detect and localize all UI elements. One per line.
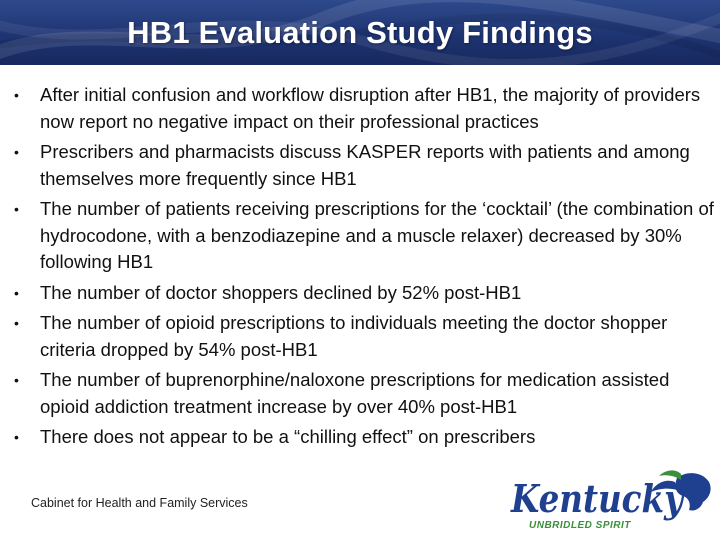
bullet-marker: • bbox=[14, 315, 19, 331]
list-item bbox=[14, 280, 714, 307]
bullet-text: After initial confusion and workflow disruption after HB1, the majority of providers now report no negative impact on their professional practices bbox=[40, 84, 701, 132]
bullet-text: The number of doctor shoppers declined by 52% post-HB1 bbox=[40, 281, 522, 303]
bullet-text: The number of opioid prescriptions to individuals meeting the doctor shopper criteria dropped by 54% post-HB1 bbox=[40, 312, 668, 360]
bullet-text: There does not appear to be a “chilling effect” on prescribers bbox=[40, 426, 536, 447]
bullet-marker: • bbox=[14, 201, 19, 217]
bullet-text: The number of patients receiving prescriptions for the ‘cocktail’ (the combination of hydrocodone, with a benzodiazepine and a muscle relaxer) decreased by 30% following HB1 bbox=[40, 198, 714, 272]
list-item bbox=[14, 196, 714, 276]
list-item bbox=[14, 82, 714, 135]
bullet-marker: • bbox=[14, 87, 19, 103]
logo-word: Kentucky bbox=[510, 476, 686, 521]
list-item bbox=[14, 367, 714, 420]
bullet-text: Prescribers and pharmacists discuss KASPER reports with patients and among themselves more frequently since HB1 bbox=[40, 141, 690, 189]
bullet-text: The number of buprenorphine/naloxone prescriptions for medication assisted opioid addiction treatment increase by over 40% post-HB1 bbox=[40, 369, 670, 417]
logo-tagline: UNBRIDLED SPIRIT bbox=[529, 520, 631, 531]
list-item bbox=[14, 139, 714, 192]
bullet-marker: • bbox=[14, 372, 19, 388]
list-item bbox=[14, 310, 714, 363]
list-item bbox=[14, 424, 714, 451]
kentucky-unbridled-spirit-logo bbox=[505, 468, 715, 534]
findings-list bbox=[14, 82, 714, 455]
slide-title: HB1 Evaluation Study Findings bbox=[127, 14, 593, 50]
bullet-marker: • bbox=[14, 284, 19, 301]
title-bar bbox=[0, 0, 720, 65]
bullet-marker: • bbox=[14, 144, 19, 160]
bullet-marker: • bbox=[14, 429, 19, 445]
organization-name: Cabinet for Health and Family Services bbox=[31, 496, 248, 510]
